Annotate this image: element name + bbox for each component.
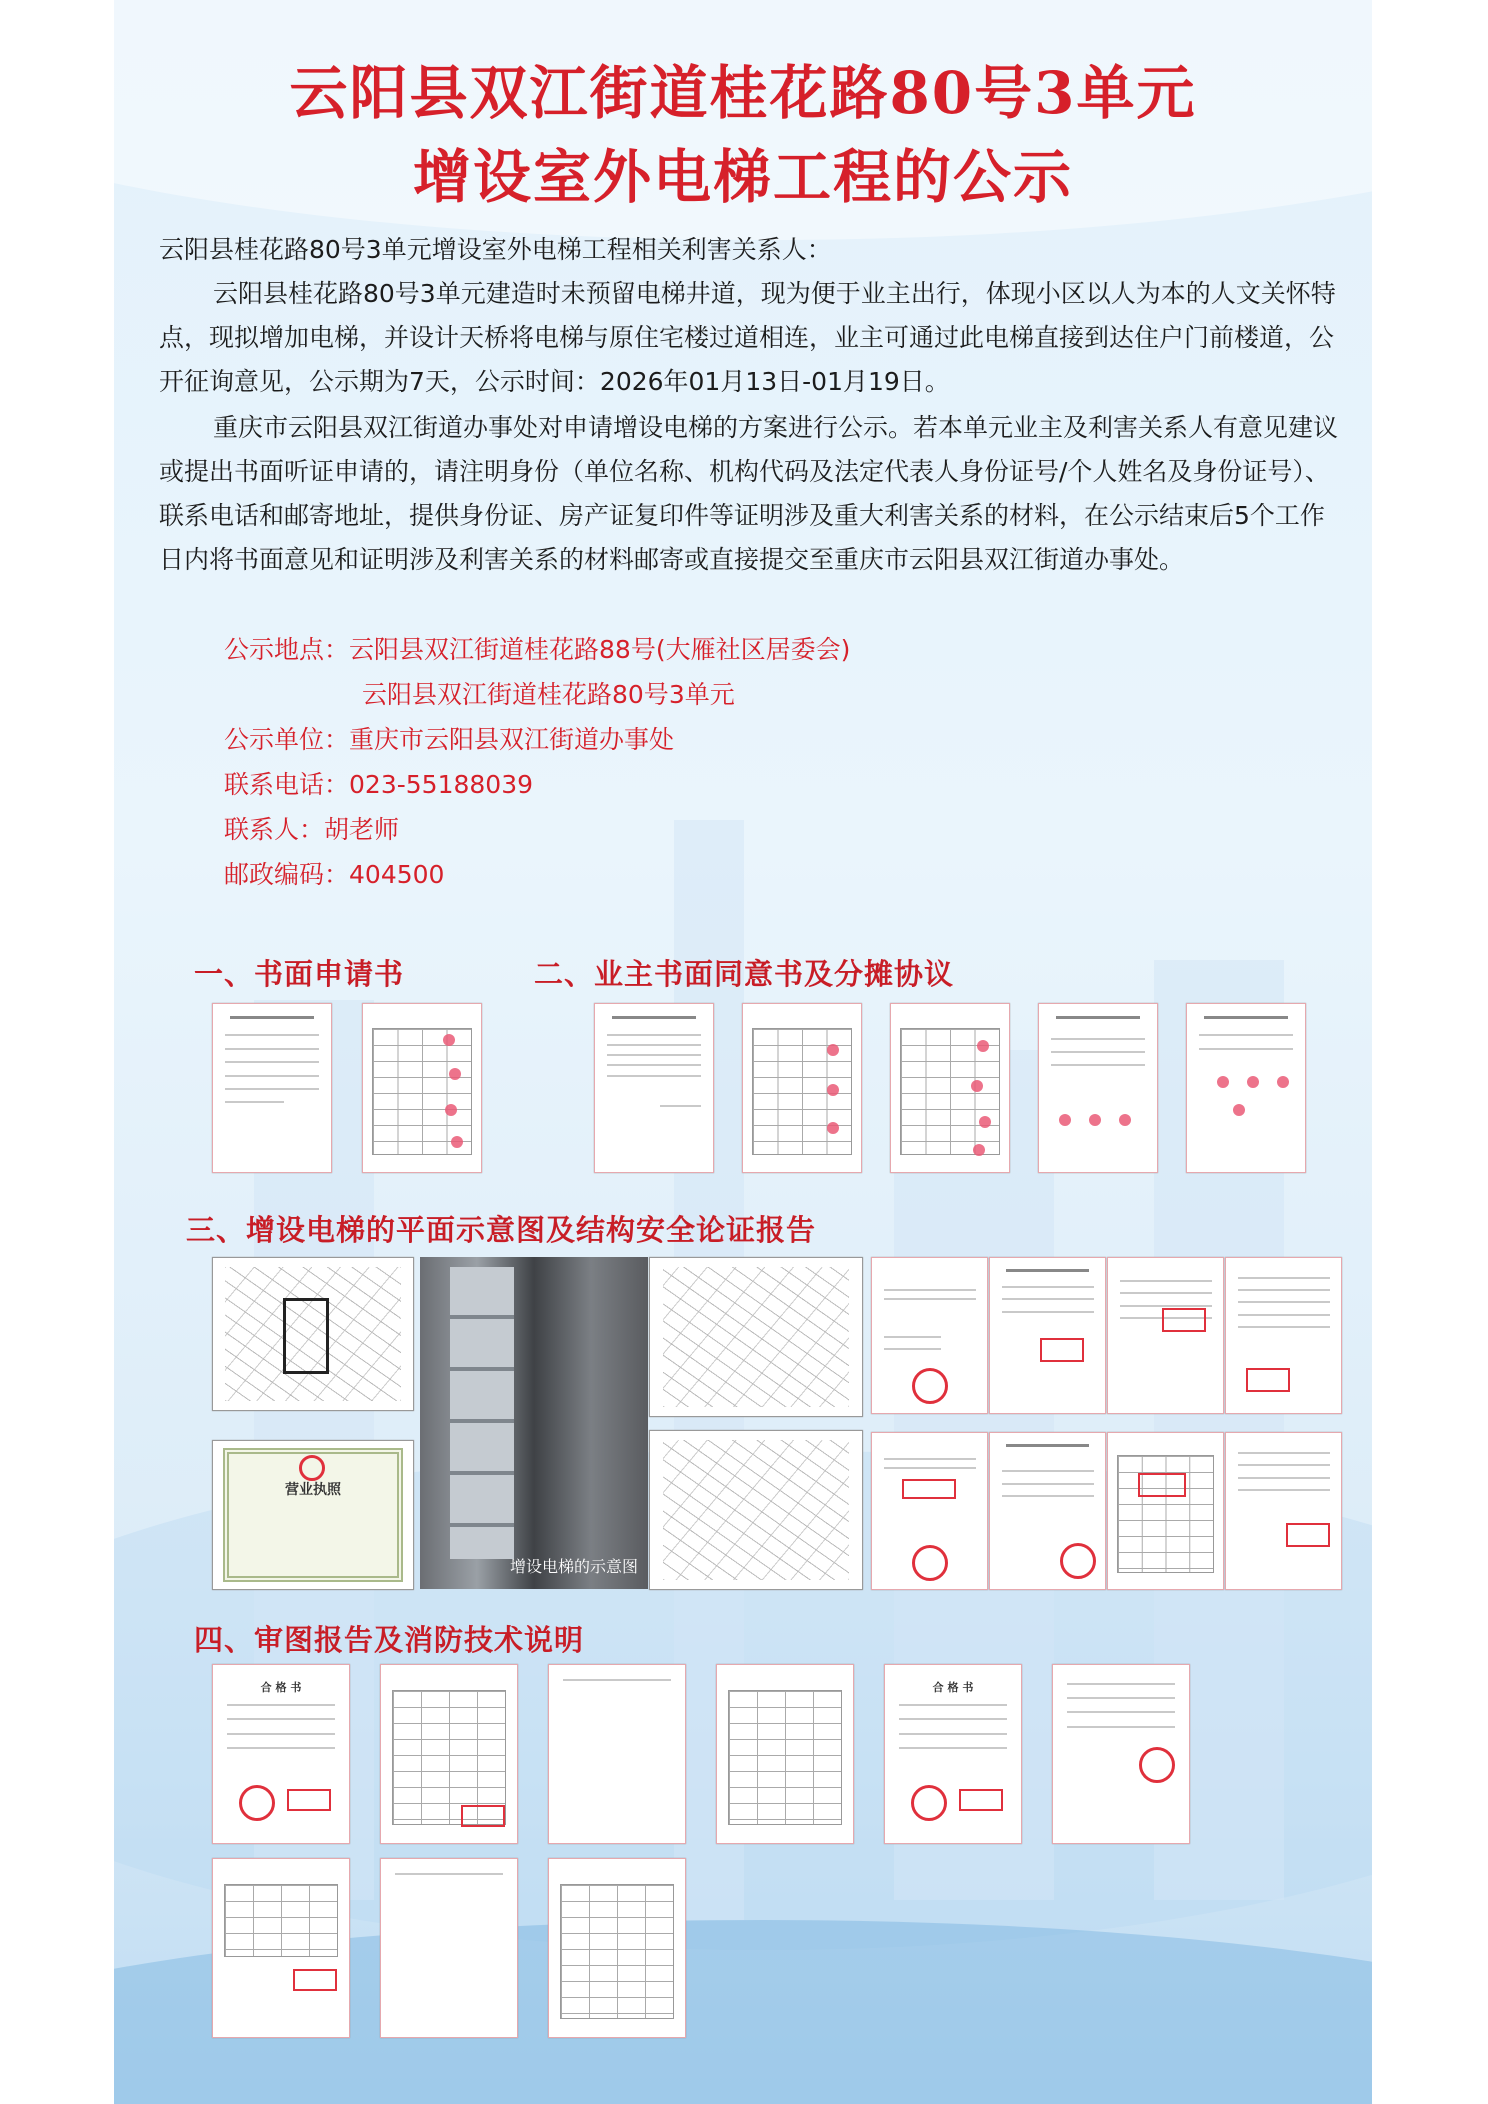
agreement-page <box>1038 1003 1158 1173</box>
review-report-table-2 <box>212 1858 350 2038</box>
fire-technical-statement <box>1052 1664 1190 1844</box>
phone-value: 023-55188039 <box>349 770 533 799</box>
section-2-heading: 二、业主书面同意书及分摊协议 <box>534 957 955 991</box>
salutation: 云阳县桂花路80号3单元增设室外电梯工程相关利害关系人： <box>159 235 832 264</box>
safety-report-page-2 <box>989 1257 1106 1414</box>
unit-value: 重庆市云阳县双江街道办事处 <box>349 725 675 754</box>
location-1: 云阳县双江街道桂花路88号(大雁社区居委会) <box>349 635 851 664</box>
review-report-table-1 <box>380 1664 518 1844</box>
license-title: 营业执照 <box>285 1482 341 1498</box>
section-4-heading: 四、审图报告及消防技术说明 <box>194 1623 585 1657</box>
application-signature-page <box>362 1003 482 1173</box>
owner-consent-page <box>594 1003 714 1173</box>
section-3-heading: 三、增设电梯的平面示意图及结构安全论证报告 <box>186 1213 817 1247</box>
site-plan-drawing-2 <box>649 1430 863 1590</box>
info-contact <box>224 808 399 852</box>
fire-technical-table-1 <box>716 1664 854 1844</box>
certificate-title-2: 合 格 书 <box>932 1681 974 1694</box>
cost-sharing-table-page <box>890 1003 1010 1173</box>
location-label: 公示地点： <box>224 635 350 664</box>
location-2: 云阳县双江街道桂花路80号3单元 <box>362 680 735 709</box>
safety-report-page-3 <box>1107 1257 1224 1414</box>
agreement-signature-page <box>1186 1003 1306 1173</box>
application-letter-page <box>212 1003 332 1173</box>
fire-technical-table-2 <box>548 1858 686 2038</box>
review-report-blank-1 <box>548 1664 686 1844</box>
elevator-rendering-photo <box>420 1257 648 1589</box>
elevator-floor-plan <box>212 1257 414 1411</box>
info-location <box>224 628 850 672</box>
safety-report-page-4 <box>1225 1257 1342 1414</box>
site-plan-drawing-1 <box>649 1257 863 1417</box>
title-line-2: 增设室外电梯工程的公示 <box>412 143 1073 211</box>
business-license <box>212 1440 414 1590</box>
notice-paragraph-2: 重庆市云阳县双江街道办事处对申请增设电梯的方案进行公示。若本单元业主及利害关系人有意见建议或提出书面听证申请的，请注明身份（单位名称、机构代码及法定代表人身份证号/个人姓名及身份证号）、联系电话和邮寄地址，提供身份证、房产证复印件等证明涉及重大利害关系的材料，在公示结束后5个工作日内将书面意见和证明涉及利害关系的材料邮寄或直接提交至重庆市云阳县双江街道办事处。 <box>159 413 1339 574</box>
phone-label: 联系电话： <box>224 770 350 799</box>
review-report-blank-2 <box>380 1858 518 2038</box>
review-certificate-1 <box>212 1664 350 1844</box>
contact-value: 胡老师 <box>324 815 400 844</box>
certificate-title: 合 格 书 <box>260 1681 302 1694</box>
unit-label: 公示单位： <box>224 725 350 754</box>
info-phone <box>224 763 533 807</box>
safety-report-cover <box>871 1257 988 1414</box>
photo-caption: 增设电梯的示意图 <box>510 1557 639 1576</box>
structure-report-page-4 <box>1225 1432 1342 1590</box>
notice-poster <box>114 0 1372 2104</box>
structure-report-page-2 <box>989 1432 1106 1590</box>
info-unit <box>224 718 674 762</box>
title-line-1: 云阳县双江街道桂花路80号3单元 <box>289 59 1197 127</box>
structure-report-cover <box>871 1432 988 1590</box>
structure-report-page-3 <box>1107 1432 1224 1590</box>
postcode-value: 404500 <box>349 860 445 889</box>
section-1-heading: 一、书面申请书 <box>194 957 405 991</box>
contact-label: 联系人： <box>224 815 325 844</box>
review-certificate-2 <box>884 1664 1022 1844</box>
owner-table-page <box>742 1003 862 1173</box>
info-postcode <box>224 853 444 897</box>
postcode-label: 邮政编码： <box>224 860 350 889</box>
info-location-2 <box>362 673 735 717</box>
notice-paragraph-1: 云阳县桂花路80号3单元建造时未预留电梯井道，现为便于业主出行，体现小区以人为本的人文关怀特点，现拟增加电梯，并设计天桥将电梯与原住宅楼过道相连，业主可通过此电梯直接到达住户门前楼道，公开征询意见，公示期为7天，公示时间：2026年01月13日-01月19日。 <box>159 279 1336 396</box>
